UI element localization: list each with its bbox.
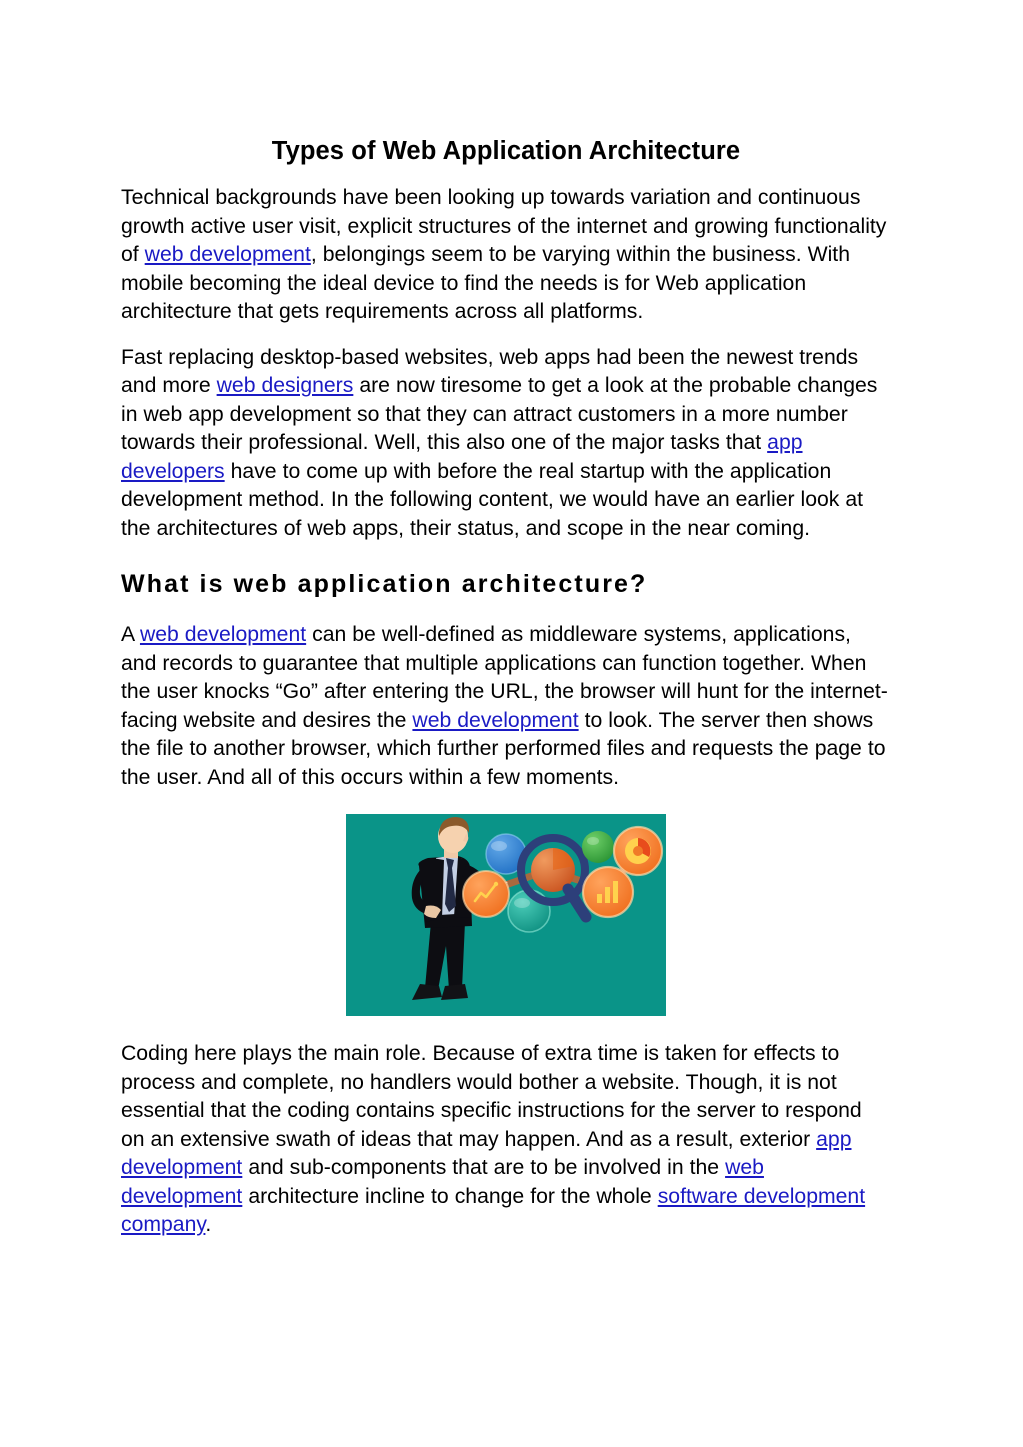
link-web-designers[interactable]: web designers xyxy=(216,374,354,398)
pie-chart-circle-icon xyxy=(614,827,662,875)
paragraph-1 xyxy=(121,184,891,327)
paragraph-3 xyxy=(121,621,891,792)
paragraph-4-text-part-3: architecture incline to change for the whole xyxy=(242,1184,658,1208)
paragraph-4 xyxy=(121,1040,891,1240)
green-sphere-icon xyxy=(582,831,614,863)
illustration-graphic xyxy=(346,814,666,1016)
paragraph-4-text-part-4: . xyxy=(205,1213,212,1237)
section-heading: What is web application architecture? xyxy=(121,570,648,599)
link-web-development-4[interactable]: web development xyxy=(121,1156,764,1208)
document-content xyxy=(121,136,891,1240)
paragraph-2-text-part-1: Fast replacing desktop-based websites, web apps had been the newest trends and more xyxy=(121,345,859,398)
illustration-web-architecture xyxy=(346,814,666,1016)
link-web-development-1[interactable]: web development xyxy=(144,243,311,267)
paragraph-2 xyxy=(121,344,891,544)
link-web-development-2[interactable]: web development xyxy=(139,623,307,647)
paragraph-1-text-part-2: , belongings seem to be varying within the business. With mobile becoming the ideal device to find the needs is for Web application architecture that gets requirements across all platforms. xyxy=(121,243,850,324)
paragraph-2-text-part-3: have to come up with before the real startup with the application development method. In the following content, we would have an earlier look at the architectures of web apps, their status, and scope in the near coming. xyxy=(121,459,864,540)
link-web-development-3[interactable]: web development xyxy=(412,708,579,732)
paragraph-3-text-part-3: to look. The server then shows the file to another browser, which further performed files and requests the page to the user. And all of this occurs within a few moments. xyxy=(121,708,886,789)
paragraph-4-text-part-2: and sub-components that are to be involved in the xyxy=(242,1156,726,1180)
link-software-development-company[interactable]: software development company xyxy=(121,1184,866,1237)
page-title: Types of Web Application Architecture xyxy=(271,137,741,165)
paragraph-3-text-part-1: A xyxy=(121,623,140,647)
figure-container xyxy=(121,814,891,1016)
link-app-development[interactable]: app development xyxy=(121,1127,852,1180)
bar-chart-circle-icon xyxy=(583,867,633,917)
link-app-developers[interactable]: app developers xyxy=(121,431,803,483)
paragraph-4-text-part-1: Coding here plays the main role. Because of extra time is taken for effects to process and complete, no handlers would bother a website. Though, it is not essential that the coding contains specific instructions for the server to respond on an extensive swath of ideas that may happen. And as a result, exterior xyxy=(121,1042,862,1151)
paragraph-1-text-part-1: Technical backgrounds have been looking up towards variation and continuous growth active user visit, explicit structures of the internet and growing functionality of xyxy=(121,186,887,267)
paragraph-2-text-part-2: are now tiresome to get a look at the probable changes in web app development so that they can attract customers in a more number towards their professional. Well, this also one of the major tasks that xyxy=(121,374,878,455)
line-chart-circle-icon xyxy=(463,871,509,917)
paragraph-3-text-part-2: can be well-defined as middleware systems, applications, and records to guarantee that multiple applications can function together. When the user knocks “Go” after entering the URL, the browser will hunt for the internet-facing website and desires the xyxy=(121,623,888,732)
